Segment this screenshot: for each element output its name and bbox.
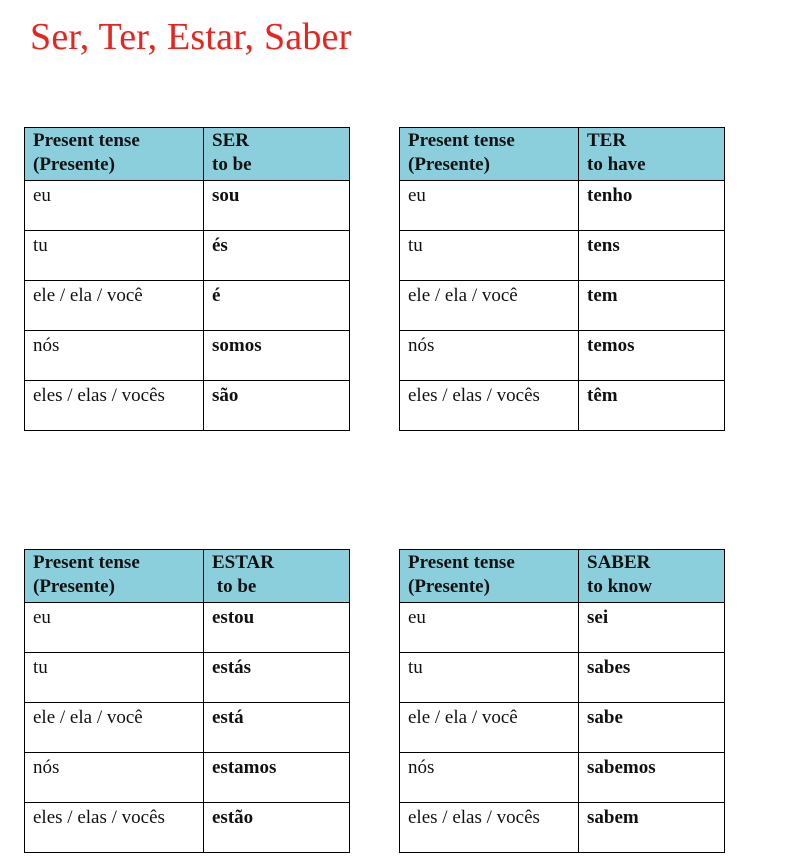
- pronoun-cell: nós: [25, 331, 204, 381]
- page-title: Ser, Ter, Estar, Saber: [30, 16, 352, 58]
- tense-header-cell: [25, 550, 204, 603]
- verb-meaning: to have: [587, 154, 646, 175]
- verb-header-cell: [579, 550, 725, 603]
- tense-header-cell: [25, 128, 204, 181]
- table-row: [25, 231, 350, 281]
- verb-form-cell: estamos: [204, 753, 350, 803]
- pronoun-cell: tu: [25, 653, 204, 703]
- tense-header-cell: [400, 550, 579, 603]
- verb-form-cell: estás: [204, 653, 350, 703]
- table-row: [400, 803, 725, 853]
- verb-header-cell: [204, 128, 350, 181]
- saber-conjugation-table: [399, 549, 725, 853]
- tense-label: Present tense: [408, 552, 515, 573]
- table-row: [400, 703, 725, 753]
- tense-label-pt: (Presente): [408, 154, 490, 175]
- pronoun-cell: eles / elas / vocês: [25, 803, 204, 853]
- table-row: [25, 603, 350, 653]
- pronoun-cell: tu: [25, 231, 204, 281]
- table-row: [25, 703, 350, 753]
- verb-header-cell: [579, 128, 725, 181]
- table-row: [400, 753, 725, 803]
- verb-form-cell: és: [204, 231, 350, 281]
- table-header-row: [400, 128, 725, 181]
- table-row: [400, 181, 725, 231]
- tense-label: Present tense: [408, 130, 515, 151]
- estar-conjugation-table: [24, 549, 350, 853]
- verb-form-cell: tens: [579, 231, 725, 281]
- verb-form-cell: estou: [204, 603, 350, 653]
- pronoun-cell: eu: [25, 181, 204, 231]
- ser-conjugation-table: [24, 127, 350, 431]
- verb-header-cell: [204, 550, 350, 603]
- table-row: [25, 281, 350, 331]
- table-row: [400, 381, 725, 431]
- verb-form-cell: somos: [204, 331, 350, 381]
- tense-label-pt: (Presente): [33, 576, 115, 597]
- pronoun-cell: nós: [400, 331, 579, 381]
- pronoun-cell: ele / ela / você: [25, 703, 204, 753]
- pronoun-cell: tu: [400, 653, 579, 703]
- table-row: [400, 603, 725, 653]
- pronoun-cell: eles / elas / vocês: [400, 803, 579, 853]
- verb-form-cell: são: [204, 381, 350, 431]
- tense-label: Present tense: [33, 552, 140, 573]
- pronoun-cell: eles / elas / vocês: [25, 381, 204, 431]
- verb-form-cell: sabem: [579, 803, 725, 853]
- pronoun-cell: eles / elas / vocês: [400, 381, 579, 431]
- verb-form-cell: é: [204, 281, 350, 331]
- table-header-row: [25, 550, 350, 603]
- verb-form-cell: temos: [579, 331, 725, 381]
- verb-name: ESTAR: [212, 552, 274, 573]
- pronoun-cell: eu: [400, 181, 579, 231]
- verb-name: SER: [212, 130, 249, 151]
- pronoun-cell: tu: [400, 231, 579, 281]
- verb-name: TER: [587, 130, 627, 151]
- pronoun-cell: eu: [25, 603, 204, 653]
- table-header-row: [400, 550, 725, 603]
- table-row: [400, 653, 725, 703]
- verb-meaning: to be: [212, 576, 257, 597]
- pronoun-cell: ele / ela / você: [400, 703, 579, 753]
- table-row: [25, 803, 350, 853]
- verb-form-cell: tem: [579, 281, 725, 331]
- verb-form-cell: sei: [579, 603, 725, 653]
- table-row: [25, 331, 350, 381]
- verb-meaning: to know: [587, 576, 652, 597]
- verb-form-cell: sou: [204, 181, 350, 231]
- verb-form-cell: sabes: [579, 653, 725, 703]
- pronoun-cell: ele / ela / você: [25, 281, 204, 331]
- pronoun-cell: ele / ela / você: [400, 281, 579, 331]
- verb-form-cell: tenho: [579, 181, 725, 231]
- table-row: [25, 181, 350, 231]
- verb-meaning: to be: [212, 154, 252, 175]
- tense-label: Present tense: [33, 130, 140, 151]
- verb-form-cell: estão: [204, 803, 350, 853]
- pronoun-cell: nós: [400, 753, 579, 803]
- table-row: [25, 753, 350, 803]
- table-row: [400, 231, 725, 281]
- verb-name: SABER: [587, 552, 651, 573]
- pronoun-cell: eu: [400, 603, 579, 653]
- verb-form-cell: está: [204, 703, 350, 753]
- table-row: [400, 331, 725, 381]
- verb-form-cell: têm: [579, 381, 725, 431]
- tense-header-cell: [400, 128, 579, 181]
- verb-form-cell: sabe: [579, 703, 725, 753]
- tense-label-pt: (Presente): [408, 576, 490, 597]
- ter-conjugation-table: [399, 127, 725, 431]
- table-row: [25, 653, 350, 703]
- table-row: [400, 281, 725, 331]
- table-header-row: [25, 128, 350, 181]
- table-row: [25, 381, 350, 431]
- pronoun-cell: nós: [25, 753, 204, 803]
- verb-form-cell: sabemos: [579, 753, 725, 803]
- tense-label-pt: (Presente): [33, 154, 115, 175]
